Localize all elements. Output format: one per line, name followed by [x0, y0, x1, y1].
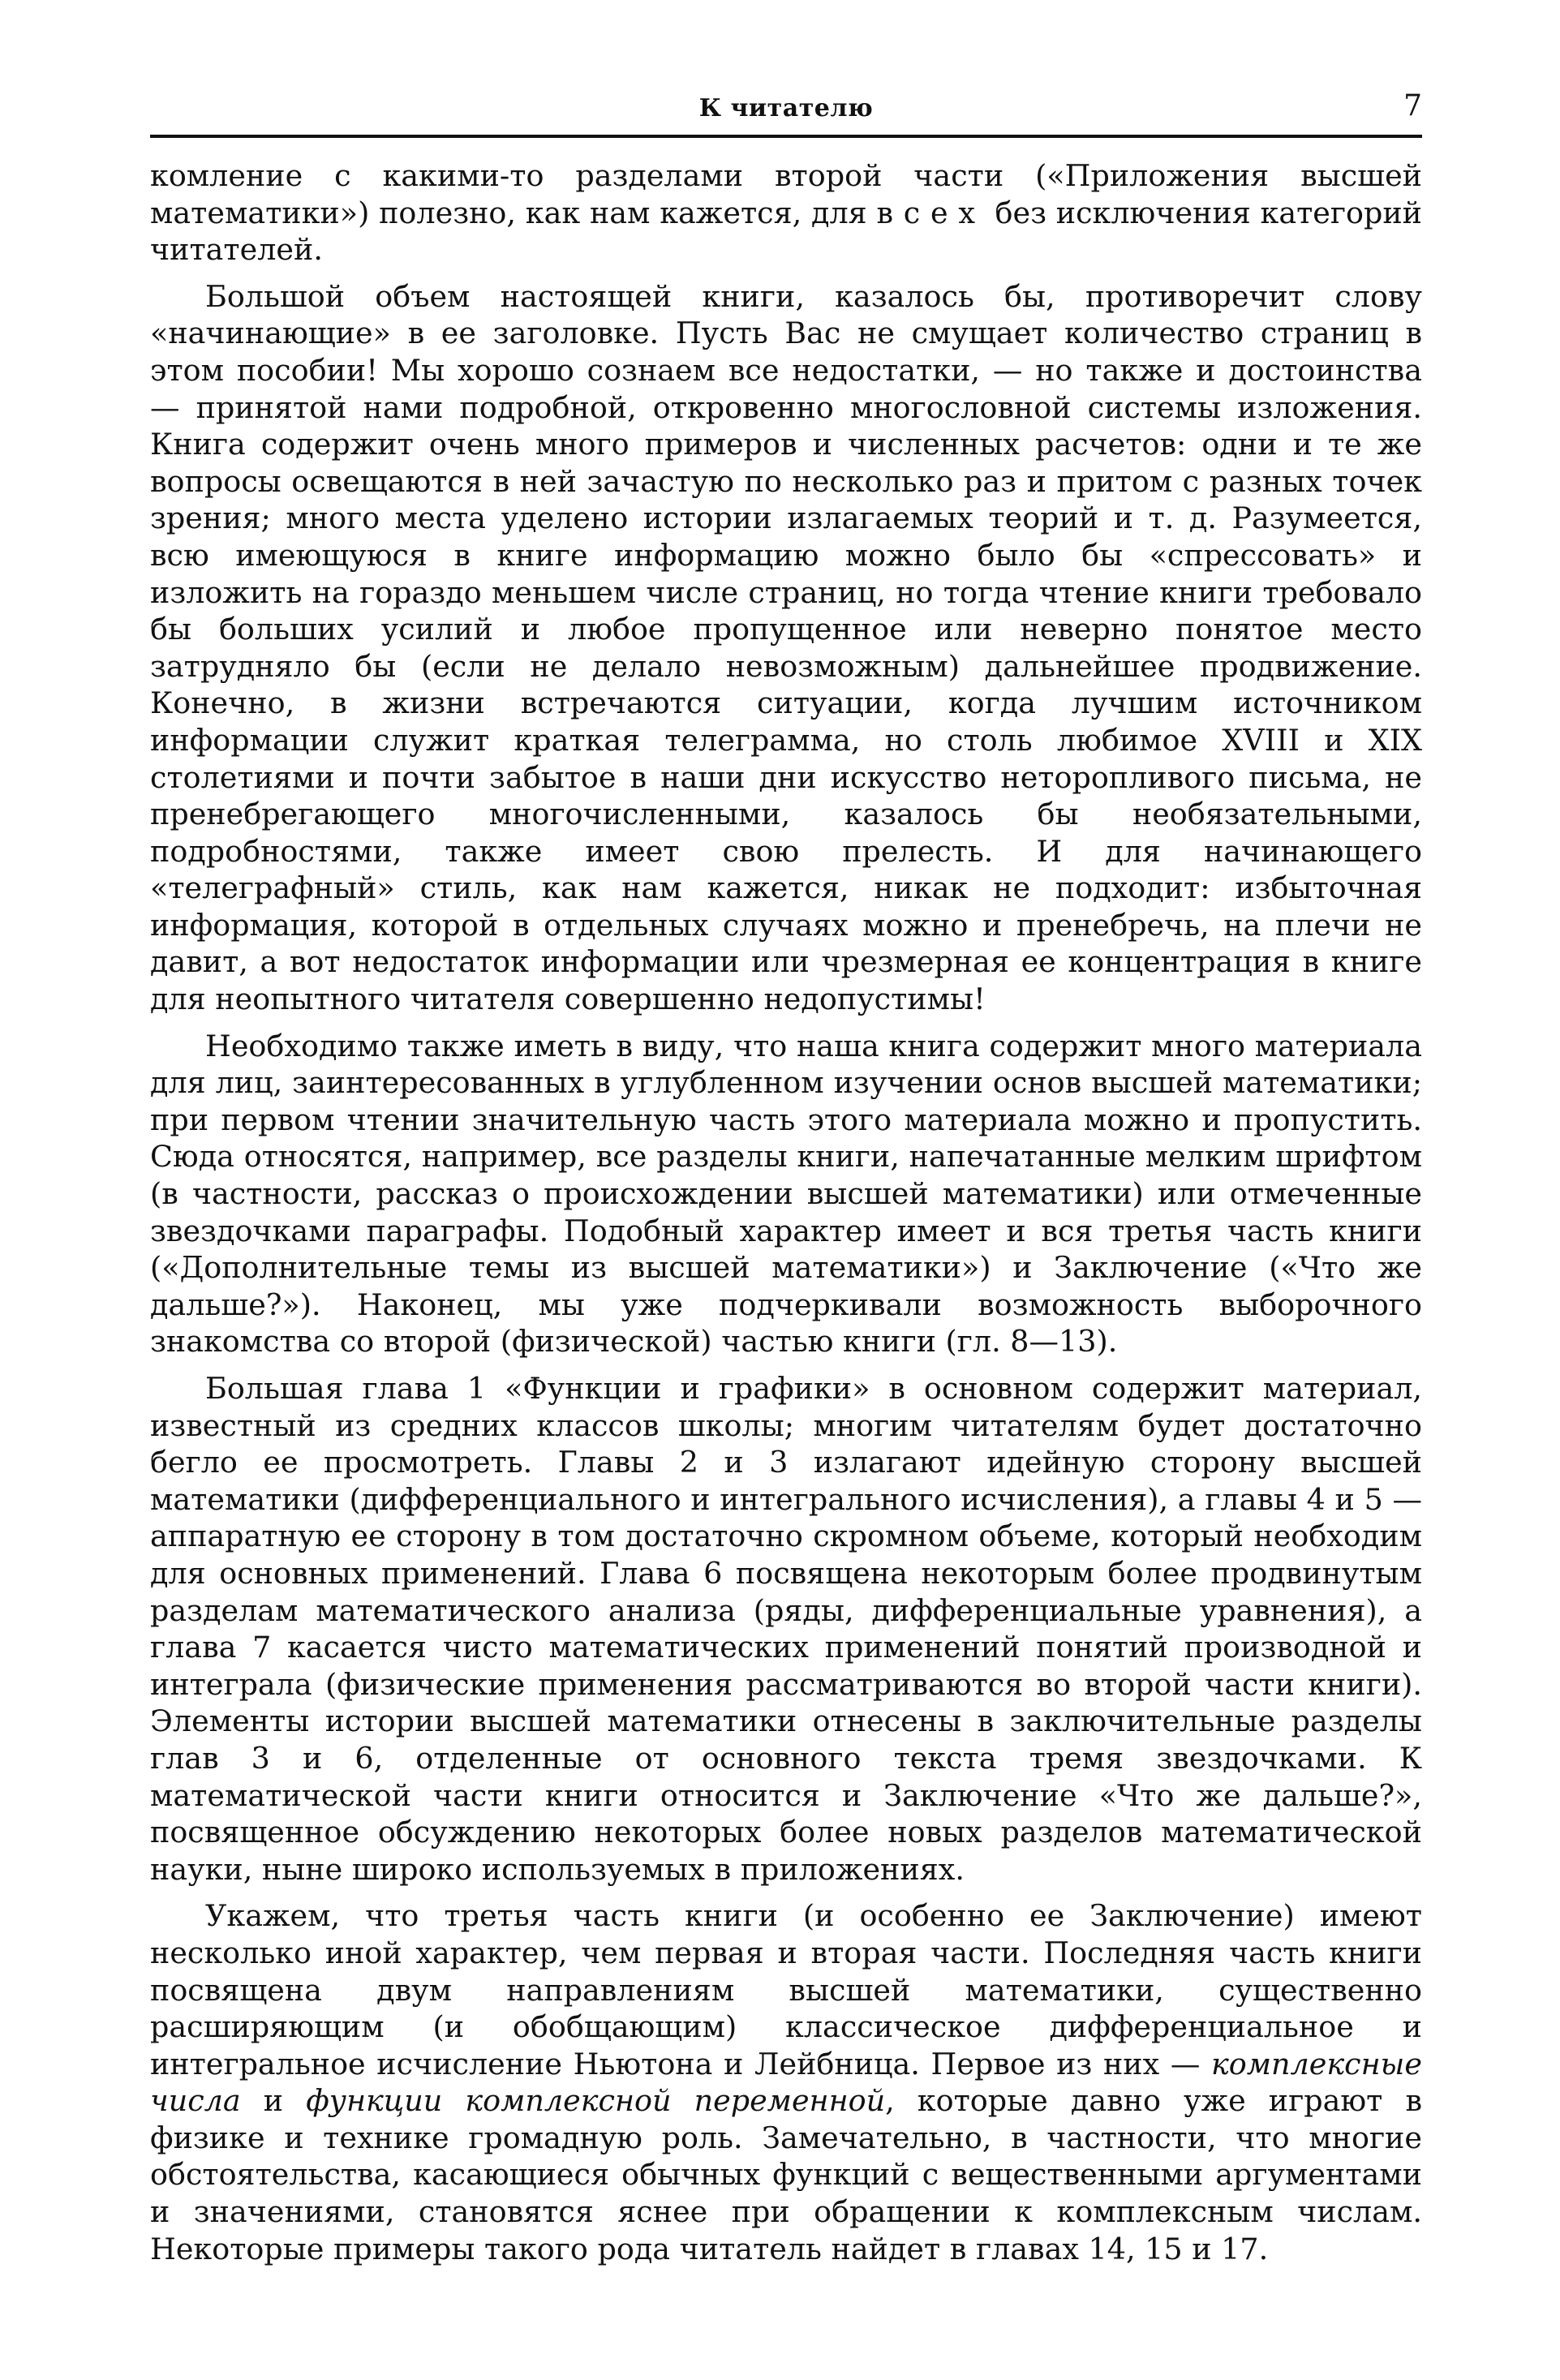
book-page [150, 88, 1422, 2267]
paragraph-5-part-b: и [240, 2083, 307, 2119]
paragraph-3: Необходимо также иметь в виду, что наша книга содержит много материала для лиц, заинтересованных в углубленном изучении основ высшей математики; при первом чтении значительную часть этого материала можно и пропустить. Сюда относятся, например, все разделы книги, напечатанные мелким шрифтом (в частности, рассказ о происхождении высшей математики) или отмеченные звездочками параграфы. Подобный характер имеет и вся третья часть книги («Дополнительные темы из высшей математики») и Заключение («Что же дальше?»). Наконец, мы уже подчеркивали возможность выборочного знакомства со второй (физической) частью книги (гл. 8—13). [150, 1028, 1422, 1360]
body-text [150, 157, 1422, 2267]
paragraph-5-italic-term-2: функции комплексной переменной [306, 2083, 886, 2119]
running-title: К читателю [698, 94, 874, 122]
paragraph-1-spaced-word: всех [876, 195, 986, 230]
paragraph-5-italic-term-1: комплексные числа [150, 2046, 1422, 2119]
paragraph-1-part-b: без исключения категорий читателей. [150, 195, 1422, 268]
paragraph-2: Большой объем настоящей книги, казалось бы, противоречит слову «начинающие» в ее заголовке. Пусть Вас не смущает количество страниц в этом пособии! Мы хорошо сознаем все недостатки, — но также и достоинства — принятой нами подробной, откровенно многословной системы изложения. Книга содержит очень много примеров и численных расчетов: одни и те же вопросы освещаются в ней зачастую по несколько раз и притом с разных точек зрения; много места уделено истории излагаемых теорий и т. д. Разумеется, всю имеющуюся в книге информацию можно было бы «спрессовать» и изложить на гораздо меньшем числе страниц, но тогда чтение книги требовало бы больших усилий и любое пропущенное или неверно понятое место затрудняло бы (если не делало невозможным) дальнейшее продвижение. Конечно, в жизни встречаются ситуации, когда лучшим источником информации служит краткая телеграмма, но столь любимое XVIII и XIX столетиями и почти забытое в наши дни искусство неторопливого письма, не пренебрегающего многочисленными, казалось бы необязательными, подробностями, также имеет свою прелесть. И для начинающего «телеграфный» стиль, как нам кажется, никак не подходит: избыточная информация, которой в отдельных случаях можно и пренебречь, на плечи не давит, а вот недостаток информации или чрезмерная ее концентрация в книге для неопытного читателя совершенно недопустимы! [150, 278, 1422, 1017]
paragraph-1-part-a: комление с какими-то разделами второй части («Приложения высшей математики») полезно, как нам кажется, для [150, 158, 1422, 230]
paragraph-5 [150, 1897, 1422, 2267]
paragraph-4: Большая глава 1 «Функции и графики» в основном содержит материал, известный из средних классов школы; многим читателям будет достаточно бегло ее просмотреть. Главы 2 и 3 излагают идейную сторону высшей математики (дифференциального и интегрального исчисления), а главы 4 и 5 — аппаратную ее сторону в том достаточно скромном объеме, который необходим для основных применений. Глава 6 посвящена некоторым более продвинутым разделам математического анализа (ряды, дифференциальные уравнения), а глава 7 касается чисто математических применений понятий производной и интеграла (физические применения рассматриваются во второй части книги). Элементы истории высшей математики отнесены в заключительные разделы глав 3 и 6, отделенные от основного текста тремя звездочками. К математической части книги относится и Заключение «Что же дальше?», посвященное обсуждению некоторых более новых разделов математической науки, ныне широко используемых в приложениях. [150, 1371, 1422, 1887]
paragraph-1 [150, 157, 1422, 269]
paragraph-5-part-a: Укажем, что третья часть книги (и особенно ее Заключение) имеют несколько иной характер, чем первая и вторая части. Последняя часть книги посвящена двум направлениям высшей математики, существенно расширяющим (и обобщающим) классическое дифференциальное и интегральное исчисление Ньютона и Лейбница. Первое из них — [150, 1898, 1422, 2081]
page-number: 7 [1403, 89, 1422, 122]
running-header [150, 88, 1422, 138]
paragraph-5-part-c: , которые давно уже играют в физике и технике громадную роль. Замечательно, в частности, что многие обстоятельства, касающиеся обычных функций с вещественными аргументами и значениями, становятся яснее при обращении к комплексным числам. Некоторые примеры такого рода читатель найдет в главах 14, 15 и 17. [150, 2083, 1422, 2266]
